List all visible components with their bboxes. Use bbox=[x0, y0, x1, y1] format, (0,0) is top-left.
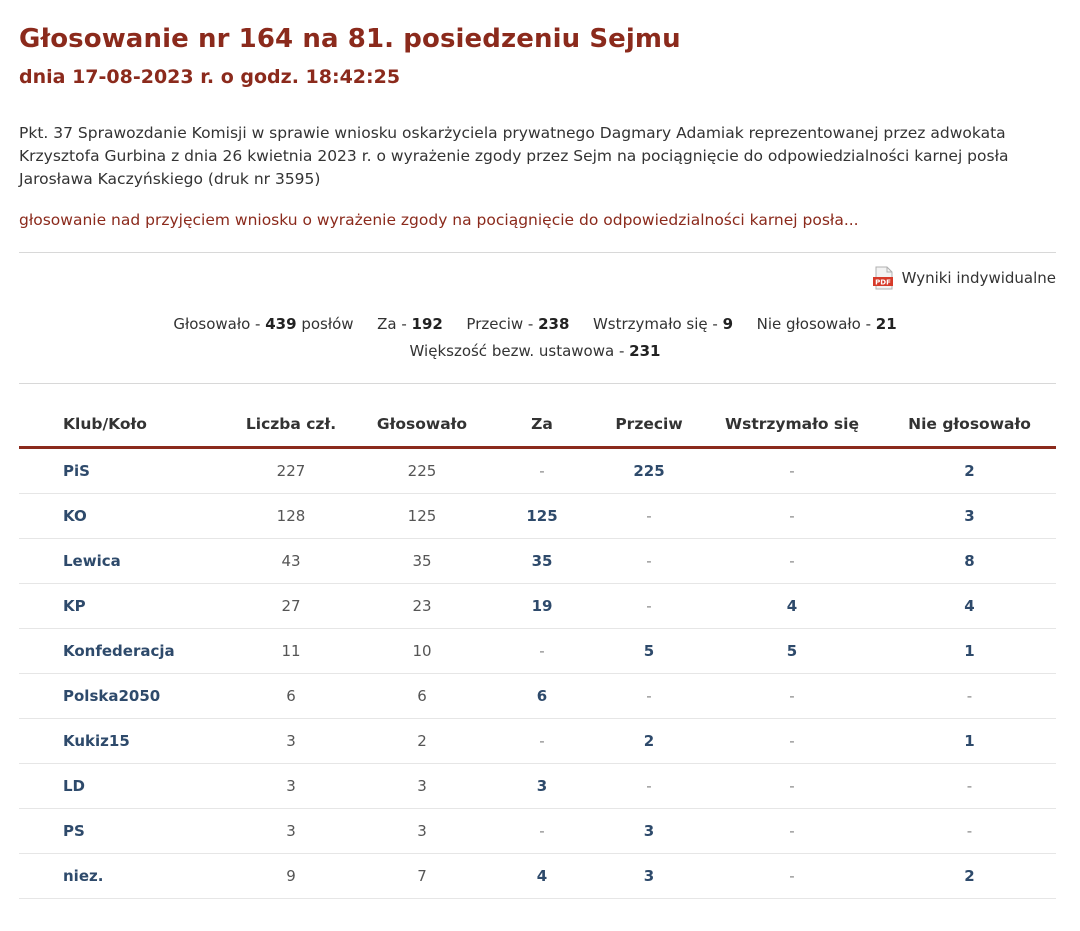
column-header-voted[interactable]: Głosowało bbox=[357, 402, 487, 448]
votes-against-cell: 225 bbox=[597, 448, 701, 494]
not-voted-cell: 8 bbox=[883, 539, 1056, 584]
column-header-club[interactable]: Klub/Koło bbox=[19, 402, 225, 448]
not-voted-cell: 4 bbox=[883, 584, 1056, 629]
votes-abstain-cell: - bbox=[701, 764, 883, 809]
voted-unit: posłów bbox=[296, 315, 354, 333]
voted-cell: 23 bbox=[357, 584, 487, 629]
column-header-abstain[interactable]: Wstrzymało się bbox=[701, 402, 883, 448]
votes-against-cell: 3 bbox=[597, 809, 701, 854]
voted-count: 439 bbox=[265, 315, 297, 333]
votes-for-cell: 125 bbox=[487, 494, 597, 539]
club-name-cell[interactable]: KP bbox=[19, 584, 225, 629]
voted-cell: 3 bbox=[357, 809, 487, 854]
votes-abstain-cell: - bbox=[701, 719, 883, 764]
votes-abstain-cell: - bbox=[701, 494, 883, 539]
votes-abstain-cell: - bbox=[701, 674, 883, 719]
not-voted-cell: 1 bbox=[883, 719, 1056, 764]
votes-for-cell: 6 bbox=[487, 674, 597, 719]
vote-date: dnia 17-08-2023 r. o godz. 18:42:25 bbox=[19, 66, 401, 88]
voted-label: Głosowało - bbox=[173, 315, 266, 333]
votes-against-cell: - bbox=[597, 494, 701, 539]
club-name-cell[interactable]: niez. bbox=[19, 854, 225, 899]
club-name-cell[interactable]: KO bbox=[19, 494, 225, 539]
voted-cell: 6 bbox=[357, 674, 487, 719]
votes-for-cell: 3 bbox=[487, 764, 597, 809]
not-voted-count: 21 bbox=[875, 315, 897, 333]
table-header-row bbox=[19, 402, 1056, 448]
members-cell: 128 bbox=[225, 494, 357, 539]
column-header-members[interactable]: Liczba czł. bbox=[225, 402, 357, 448]
for-label: Za - bbox=[377, 315, 412, 333]
majority-count: 231 bbox=[629, 342, 661, 360]
vote-summary bbox=[0, 315, 1070, 333]
column-header-for[interactable]: Za bbox=[487, 402, 597, 448]
club-name-cell[interactable]: Kukiz15 bbox=[19, 719, 225, 764]
page-title: Głosowanie nr 164 na 81. posiedzeniu Sejmu bbox=[19, 24, 681, 54]
table-row bbox=[19, 584, 1056, 629]
members-cell: 6 bbox=[225, 674, 357, 719]
against-label: Przeciw - bbox=[466, 315, 539, 333]
column-header-not-voted[interactable]: Nie głosowało bbox=[883, 402, 1056, 448]
votes-for-cell: - bbox=[487, 448, 597, 494]
votes-for-cell: 35 bbox=[487, 539, 597, 584]
voted-cell: 2 bbox=[357, 719, 487, 764]
pdf-icon bbox=[872, 266, 896, 290]
votes-against-cell: 5 bbox=[597, 629, 701, 674]
voted-cell: 3 bbox=[357, 764, 487, 809]
votes-against-cell: - bbox=[597, 674, 701, 719]
voted-cell: 10 bbox=[357, 629, 487, 674]
not-voted-cell: - bbox=[883, 809, 1056, 854]
not-voted-label: Nie głosowało - bbox=[756, 315, 876, 333]
votes-abstain-cell: 4 bbox=[701, 584, 883, 629]
for-count: 192 bbox=[411, 315, 443, 333]
votes-against-cell: 2 bbox=[597, 719, 701, 764]
club-name-cell[interactable]: Polska2050 bbox=[19, 674, 225, 719]
votes-abstain-cell: - bbox=[701, 809, 883, 854]
table-row bbox=[19, 719, 1056, 764]
members-cell: 11 bbox=[225, 629, 357, 674]
votes-abstain-cell: - bbox=[701, 448, 883, 494]
members-cell: 3 bbox=[225, 809, 357, 854]
vote-subject: głosowanie nad przyjęciem wniosku o wyrażenie zgody na pociągnięcie do odpowiedzialności karnej posła... bbox=[19, 211, 859, 229]
votes-abstain-cell: - bbox=[701, 854, 883, 899]
votes-abstain-cell: - bbox=[701, 539, 883, 584]
table-row bbox=[19, 674, 1056, 719]
voted-cell: 7 bbox=[357, 854, 487, 899]
votes-for-cell: 19 bbox=[487, 584, 597, 629]
abstain-label: Wstrzymało się - bbox=[592, 315, 723, 333]
voted-cell: 225 bbox=[357, 448, 487, 494]
table-row bbox=[19, 494, 1056, 539]
voted-cell: 125 bbox=[357, 494, 487, 539]
club-name-cell[interactable]: Konfederacja bbox=[19, 629, 225, 674]
column-header-against[interactable]: Przeciw bbox=[597, 402, 701, 448]
individual-results-label[interactable]: Wyniki indywidualne bbox=[901, 269, 1056, 287]
not-voted-cell: 2 bbox=[883, 854, 1056, 899]
abstain-count: 9 bbox=[722, 315, 734, 333]
votes-against-cell: - bbox=[597, 584, 701, 629]
results-table bbox=[19, 402, 1056, 899]
club-name-cell[interactable]: PS bbox=[19, 809, 225, 854]
not-voted-cell: 3 bbox=[883, 494, 1056, 539]
members-cell: 227 bbox=[225, 448, 357, 494]
votes-against-cell: 3 bbox=[597, 854, 701, 899]
pdf-icon-label: PDF bbox=[874, 278, 891, 287]
votes-for-cell: 4 bbox=[487, 854, 597, 899]
votes-for-cell: - bbox=[487, 719, 597, 764]
divider bbox=[19, 383, 1056, 384]
not-voted-cell: 1 bbox=[883, 629, 1056, 674]
club-name-cell[interactable]: Lewica bbox=[19, 539, 225, 584]
individual-results-link[interactable] bbox=[872, 266, 1056, 290]
members-cell: 43 bbox=[225, 539, 357, 584]
not-voted-cell: - bbox=[883, 674, 1056, 719]
voted-cell: 35 bbox=[357, 539, 487, 584]
table-row bbox=[19, 854, 1056, 899]
members-cell: 27 bbox=[225, 584, 357, 629]
majority-summary bbox=[0, 342, 1070, 360]
table-row bbox=[19, 448, 1056, 494]
club-name-cell[interactable]: PiS bbox=[19, 448, 225, 494]
club-name-cell[interactable]: LD bbox=[19, 764, 225, 809]
votes-for-cell: - bbox=[487, 809, 597, 854]
not-voted-cell: 2 bbox=[883, 448, 1056, 494]
votes-against-cell: - bbox=[597, 539, 701, 584]
members-cell: 3 bbox=[225, 719, 357, 764]
table-row bbox=[19, 809, 1056, 854]
votes-against-cell: - bbox=[597, 764, 701, 809]
table-row bbox=[19, 629, 1056, 674]
votes-for-cell: - bbox=[487, 629, 597, 674]
votes-abstain-cell: 5 bbox=[701, 629, 883, 674]
table-row bbox=[19, 764, 1056, 809]
agenda-description: Pkt. 37 Sprawozdanie Komisji w sprawie wniosku oskarżyciela prywatnego Dagmary Adamiak reprezentowanej przez adwokata Krzysztofa Gurbina z dnia 26 kwietnia 2023 r. o wyrażenie zgody przez Sejm na pociągnięcie do odpowiedzialności karnej posła Jarosława Kaczyńskiego (druk nr 3595) bbox=[19, 124, 1009, 188]
table-row bbox=[19, 539, 1056, 584]
not-voted-cell: - bbox=[883, 764, 1056, 809]
members-cell: 9 bbox=[225, 854, 357, 899]
members-cell: 3 bbox=[225, 764, 357, 809]
majority-label: Większość bezw. ustawowa - bbox=[409, 342, 630, 360]
divider bbox=[19, 252, 1056, 253]
against-count: 238 bbox=[538, 315, 570, 333]
